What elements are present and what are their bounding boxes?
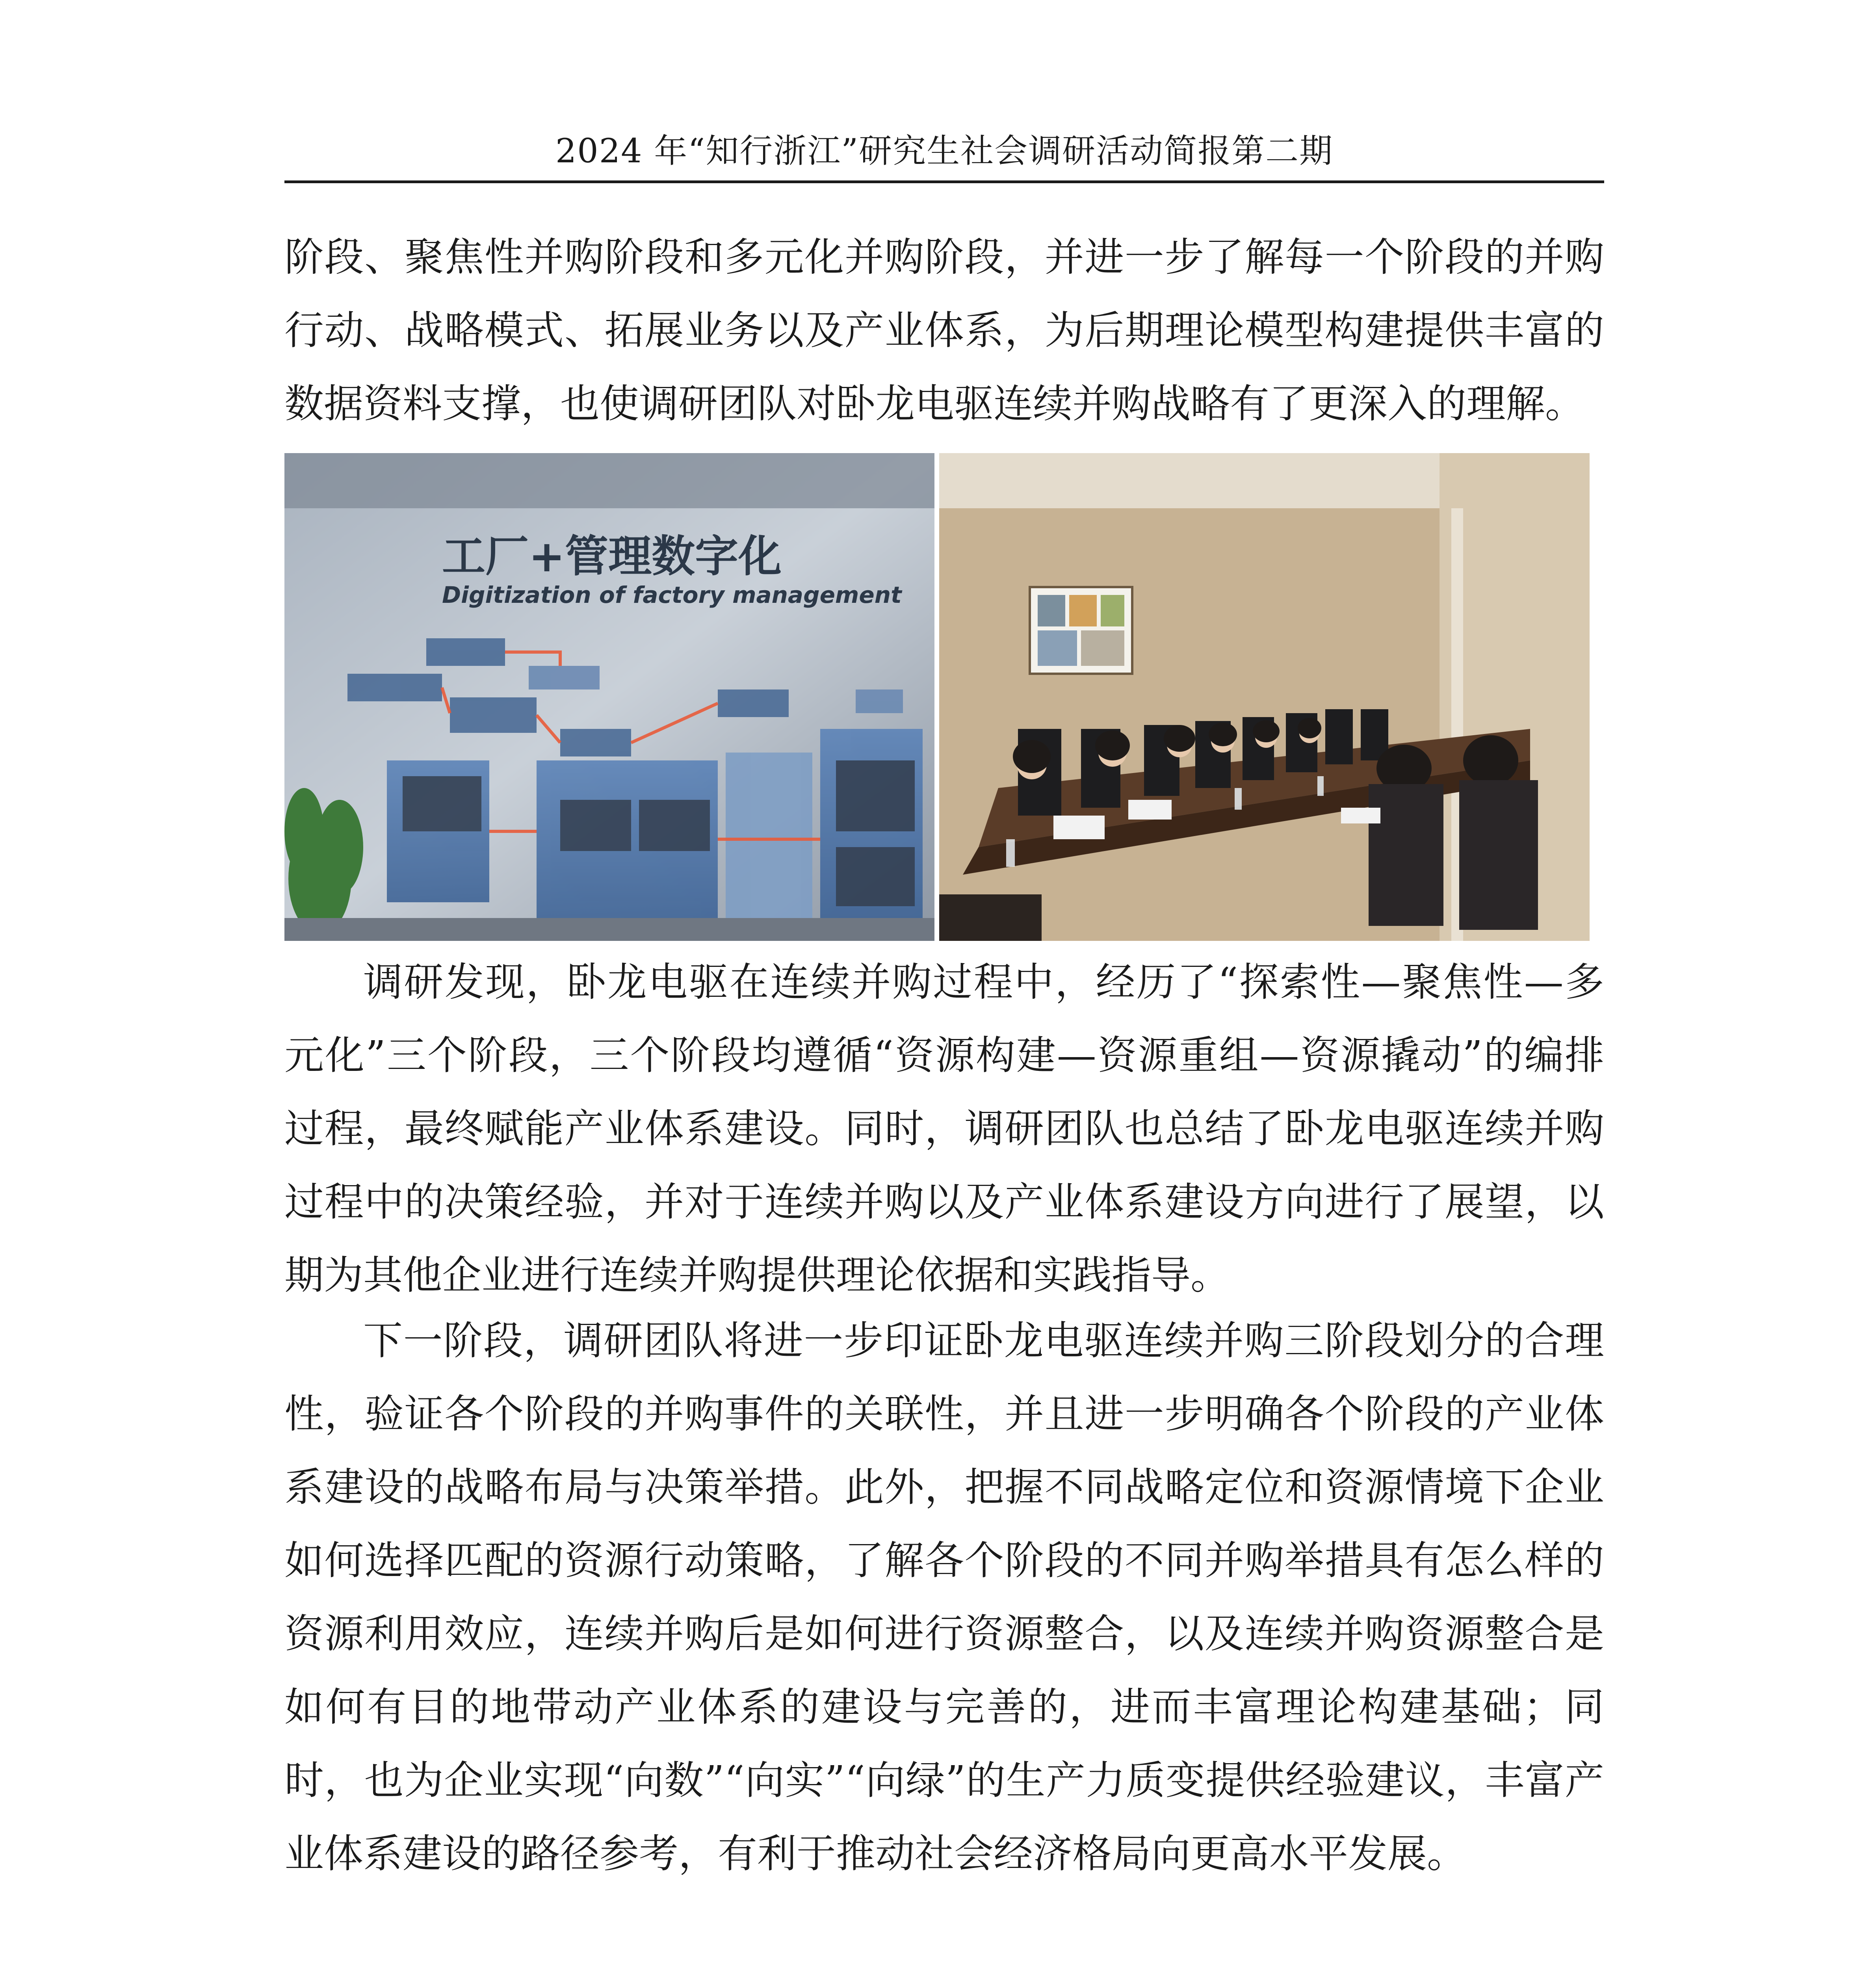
photo-meeting-room — [939, 453, 1590, 941]
sign-subtitle: Digitization of factory management — [442, 582, 902, 608]
photo-factory-digitization-wall — [284, 453, 934, 941]
header-divider — [284, 180, 1604, 183]
body-paragraph-2: 调研发现，卧龙电驱在连续并购过程中，经历了“探索性—聚焦性—多元化”三个阶段，三个阶段均遵循“资源构建—资源重组—资源撬动”的编排过程，最终赋能产业体系建设。同时，调研团队也总结了卧龙电驱连续并购过程中的决策经验，并对于连续并购以及产业体系建设方向进行了展望，以期为其他企业进行连续并购提供理论依据和实践指导。 — [284, 959, 1604, 1298]
page-header: 2024 年“知行浙江”研究生社会调研活动简报第二期 — [555, 132, 1334, 170]
sign-title: 工厂+管理数字化 — [442, 531, 782, 582]
body-paragraph-1: 阶段、聚焦性并购阶段和多元化并购阶段，并进一步了解每一个阶段的并购行动、战略模式、拓展业务以及产业体系，为后期理论模型构建提供丰富的数据资料支撑，也使调研团队对卧龙电驱连续并购战略有了更深入的理解。 — [284, 234, 1604, 427]
body-paragraph-3: 下一阶段，调研团队将进一步印证卧龙电驱连续并购三阶段划分的合理性，验证各个阶段的并购事件的关联性，并且进一步明确各个阶段的产业体系建设的战略布局与决策举措。此外，把握不同战略定位和资源情境下企业如何选择匹配的资源行动策略，了解各个阶段的不同并购举措具有怎么样的资源利用效应，连续并购后是如何进行资源整合，以及连续并购资源整合是如何有目的地带动产业体系的建设与完善的，进而丰富理论构建基础；同时，也为企业实现“向数”“向实”“向绿”的生产力质变提供经验建议，丰富产业体系建设的路径参考，有利于推动社会经济格局向更高水平发展。 — [284, 1318, 1604, 1877]
photo-row — [284, 453, 1590, 941]
